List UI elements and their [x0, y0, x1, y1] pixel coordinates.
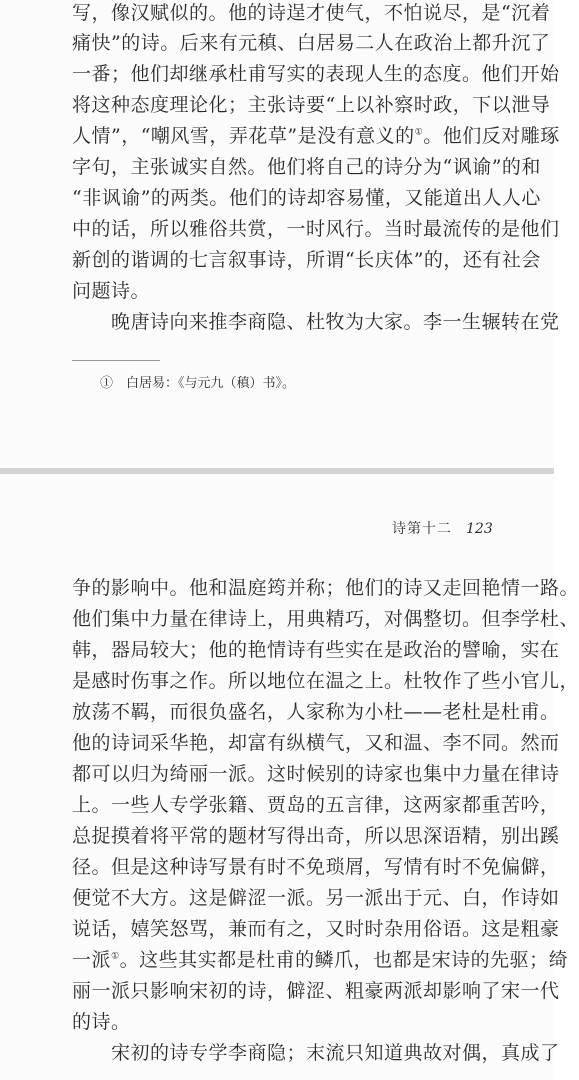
- text-line: 他的诗词采华艳，却富有纵横气，又和温、李不同。然而: [72, 732, 560, 754]
- text-line: 丽一派只影响宋初的诗，僻涩、粗豪两派却影响了宋一代: [72, 980, 560, 1002]
- text-line: 宋初的诗专学李商隐；末流只知道典故对偶，真成了: [72, 1042, 560, 1064]
- text-segment: 。他们反对雕琢: [423, 125, 560, 147]
- text-line: 他们集中力量在律诗上，用典精巧，对偶整切。但李学杜、: [72, 608, 579, 630]
- text-line: 写，像汉赋似的。他的诗逞才使气，不怕说尽，是“沉着: [72, 2, 551, 24]
- running-header: 诗第十二: [392, 521, 452, 537]
- text-line: [72, 124, 560, 148]
- text-line: 晚唐诗向来推李商隐、杜牧为大家。李一生辗转在党: [72, 311, 560, 333]
- text-line: 中的话，所以雅俗共赏，一时风行。当时最流传的是他们: [72, 218, 560, 240]
- footnote-divider: [72, 360, 160, 361]
- text-line: 字句，主张诚实自然。他们将自己的诗分为“讽谕”的和: [72, 156, 541, 178]
- text-line: 新创的谐调的七言叙事诗，所谓“长庆体”的，还有社会: [72, 249, 541, 271]
- text-line: 痛快”的诗。后来有元稹、白居易二人在政治上都升沉了: [72, 32, 551, 54]
- bottom-page: [0, 474, 579, 1080]
- text-line: 上。一些人专学张籍、贾岛的五言律，这两家都重苦吟，: [72, 794, 560, 816]
- text-line: 将这种态度理论化；主张诗要“上以补察时政，下以泄导: [72, 94, 551, 116]
- text-line: 径。但是这种诗写景有时不免琐屑，写情有时不免偏僻，: [72, 856, 560, 878]
- top-page: [0, 0, 560, 468]
- text-line: “非讽谕”的两类。他们的诗却容易懂，又能道出人人心: [72, 187, 541, 209]
- text-line: 韩，器局较大；他的艳情诗有些实在是政治的譬喻，实在: [72, 639, 560, 661]
- text-line: 都可以归为绮丽一派。这时候别的诗家也集中力量在律诗: [72, 763, 560, 785]
- text-line: 总捉摸着将平常的题材写得出奇，所以思深语精，别出蹊: [72, 825, 560, 847]
- page-number: 123: [466, 521, 493, 537]
- footnote-mark: ①: [414, 127, 424, 138]
- text-line: 争的影响中。他和温庭筠并称；他们的诗又走回艳情一路。: [72, 577, 579, 599]
- footnote: ① 白居易：《与元九（稹）书》。: [100, 376, 296, 391]
- text-line: 问题诗。: [72, 280, 151, 302]
- footnote-mark: ①: [111, 951, 120, 962]
- text-segment: 。这些其实都是杜甫的鳞爪，也都是宋诗的先驱；绮: [119, 949, 569, 971]
- text-line: 便觉不大方。这是僻涩一派。另一派出于元、白，作诗如: [72, 887, 560, 909]
- text-line: 的诗。: [72, 1011, 131, 1033]
- text-line: [72, 948, 569, 972]
- text-line: 是感时伤事之作。所以地位在温之上。杜牧作了些小官儿，: [72, 670, 579, 692]
- text-segment: 人情”，“嘲风雪，弄花草”是没有意义的: [72, 125, 415, 147]
- text-line: 放荡不羁，而很负盛名，人家称为小杜——老杜是杜甫。: [72, 701, 560, 723]
- text-line: 一番；他们却继承杜甫写实的表现人生的态度。他们开始: [72, 63, 560, 85]
- text-segment: 一派: [72, 949, 112, 971]
- text-line: 说话，嬉笑怒骂，兼而有之，又时时杂用俗语。这是粗豪: [72, 918, 560, 940]
